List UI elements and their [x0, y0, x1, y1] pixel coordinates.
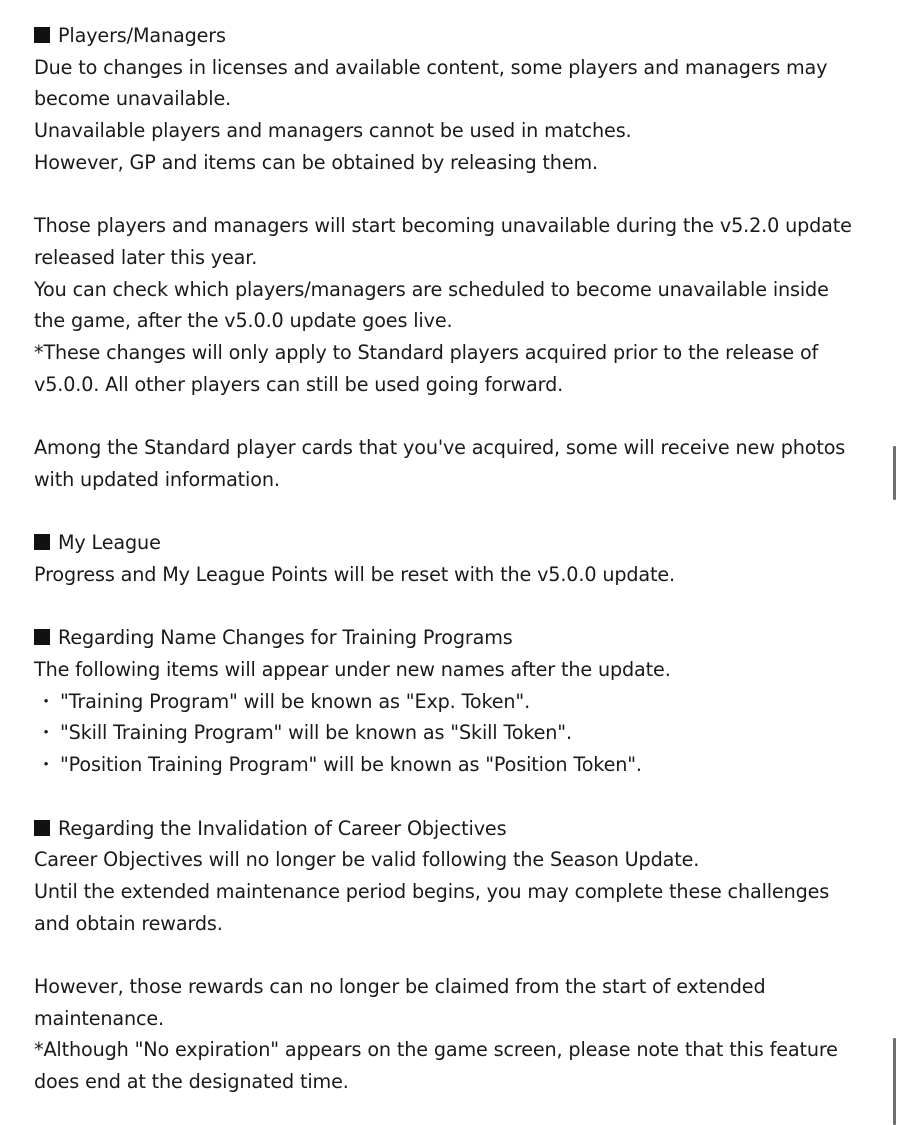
- text-line: does end at the designated time.: [34, 1070, 349, 1094]
- text-line: Among the Standard player cards that you've acquired, some will receive new photos: [34, 436, 846, 460]
- black-square-icon: [34, 820, 50, 836]
- bullet-icon: ・: [36, 721, 56, 745]
- text-line: Career Objectives will no longer be valid following the Season Update.: [34, 848, 700, 872]
- bullet-icon: ・: [36, 753, 56, 777]
- paragraph-gap: [34, 781, 884, 813]
- text-line: Those players and managers will start becoming unavailable during the v5.2.0 update: [34, 214, 852, 238]
- text-line: Until the extended maintenance period begins, you may complete these challenges: [34, 879, 830, 903]
- paragraph-gap: [34, 496, 884, 528]
- paragraph-gap: [34, 400, 884, 432]
- paragraph-gap: [34, 939, 884, 971]
- text-line: the game, after the v5.0.0 update goes live.: [34, 309, 453, 333]
- notice-document: [34, 20, 884, 1098]
- section-heading-my-league: My League: [34, 527, 884, 559]
- text-line: released later this year.: [34, 245, 258, 269]
- text-line: and obtain rewards.: [34, 911, 223, 935]
- text-line: Unavailable players and managers cannot be used in matches.: [34, 119, 632, 143]
- text-line: with updated information.: [34, 467, 280, 491]
- list-item: ・ "Position Training Program" will be known as "Position Token".: [34, 749, 884, 781]
- text-line: The following items will appear under new names after the update.: [34, 658, 671, 681]
- section-heading-career: Regarding the Invalidation of Career Objectives: [34, 813, 884, 845]
- list-item: ・ "Skill Training Program" will be known as "Skill Token".: [34, 717, 884, 749]
- scrollbar-thumb[interactable]: [893, 1038, 896, 1125]
- text-line: Progress and My League Points will be reset with the v5.0.0 update.: [34, 562, 675, 586]
- scrollbar-thumb[interactable]: [893, 446, 896, 500]
- text-line: *Although "No expiration" appears on the game screen, please note that this feature: [34, 1038, 838, 1062]
- section-heading-training: Regarding Name Changes for Training Programs: [34, 622, 884, 654]
- text-line: become unavailable.: [34, 87, 232, 111]
- black-square-icon: [34, 629, 50, 645]
- list-item: ・ "Training Program" will be known as "Exp. Token".: [34, 686, 884, 718]
- section-heading-players: Players/Managers: [34, 20, 884, 52]
- text-line: However, GP and items can be obtained by releasing them.: [34, 150, 598, 174]
- text-line: Due to changes in licenses and available content, some players and managers may: [34, 55, 828, 79]
- bullet-icon: ・: [36, 689, 56, 713]
- black-square-icon: [34, 534, 50, 550]
- black-square-icon: [34, 27, 50, 43]
- text-line: You can check which players/managers are scheduled to become unavailable inside: [34, 277, 829, 301]
- text-line: However, those rewards can no longer be claimed from the start of extended: [34, 975, 766, 998]
- paragraph-gap: [34, 179, 884, 211]
- paragraph-gap: [34, 591, 884, 623]
- text-line: v5.0.0. All other players can still be used going forward.: [34, 372, 564, 396]
- text-line: maintenance.: [34, 1006, 165, 1030]
- text-line: *These changes will only apply to Standard players acquired prior to the release of: [34, 341, 819, 365]
